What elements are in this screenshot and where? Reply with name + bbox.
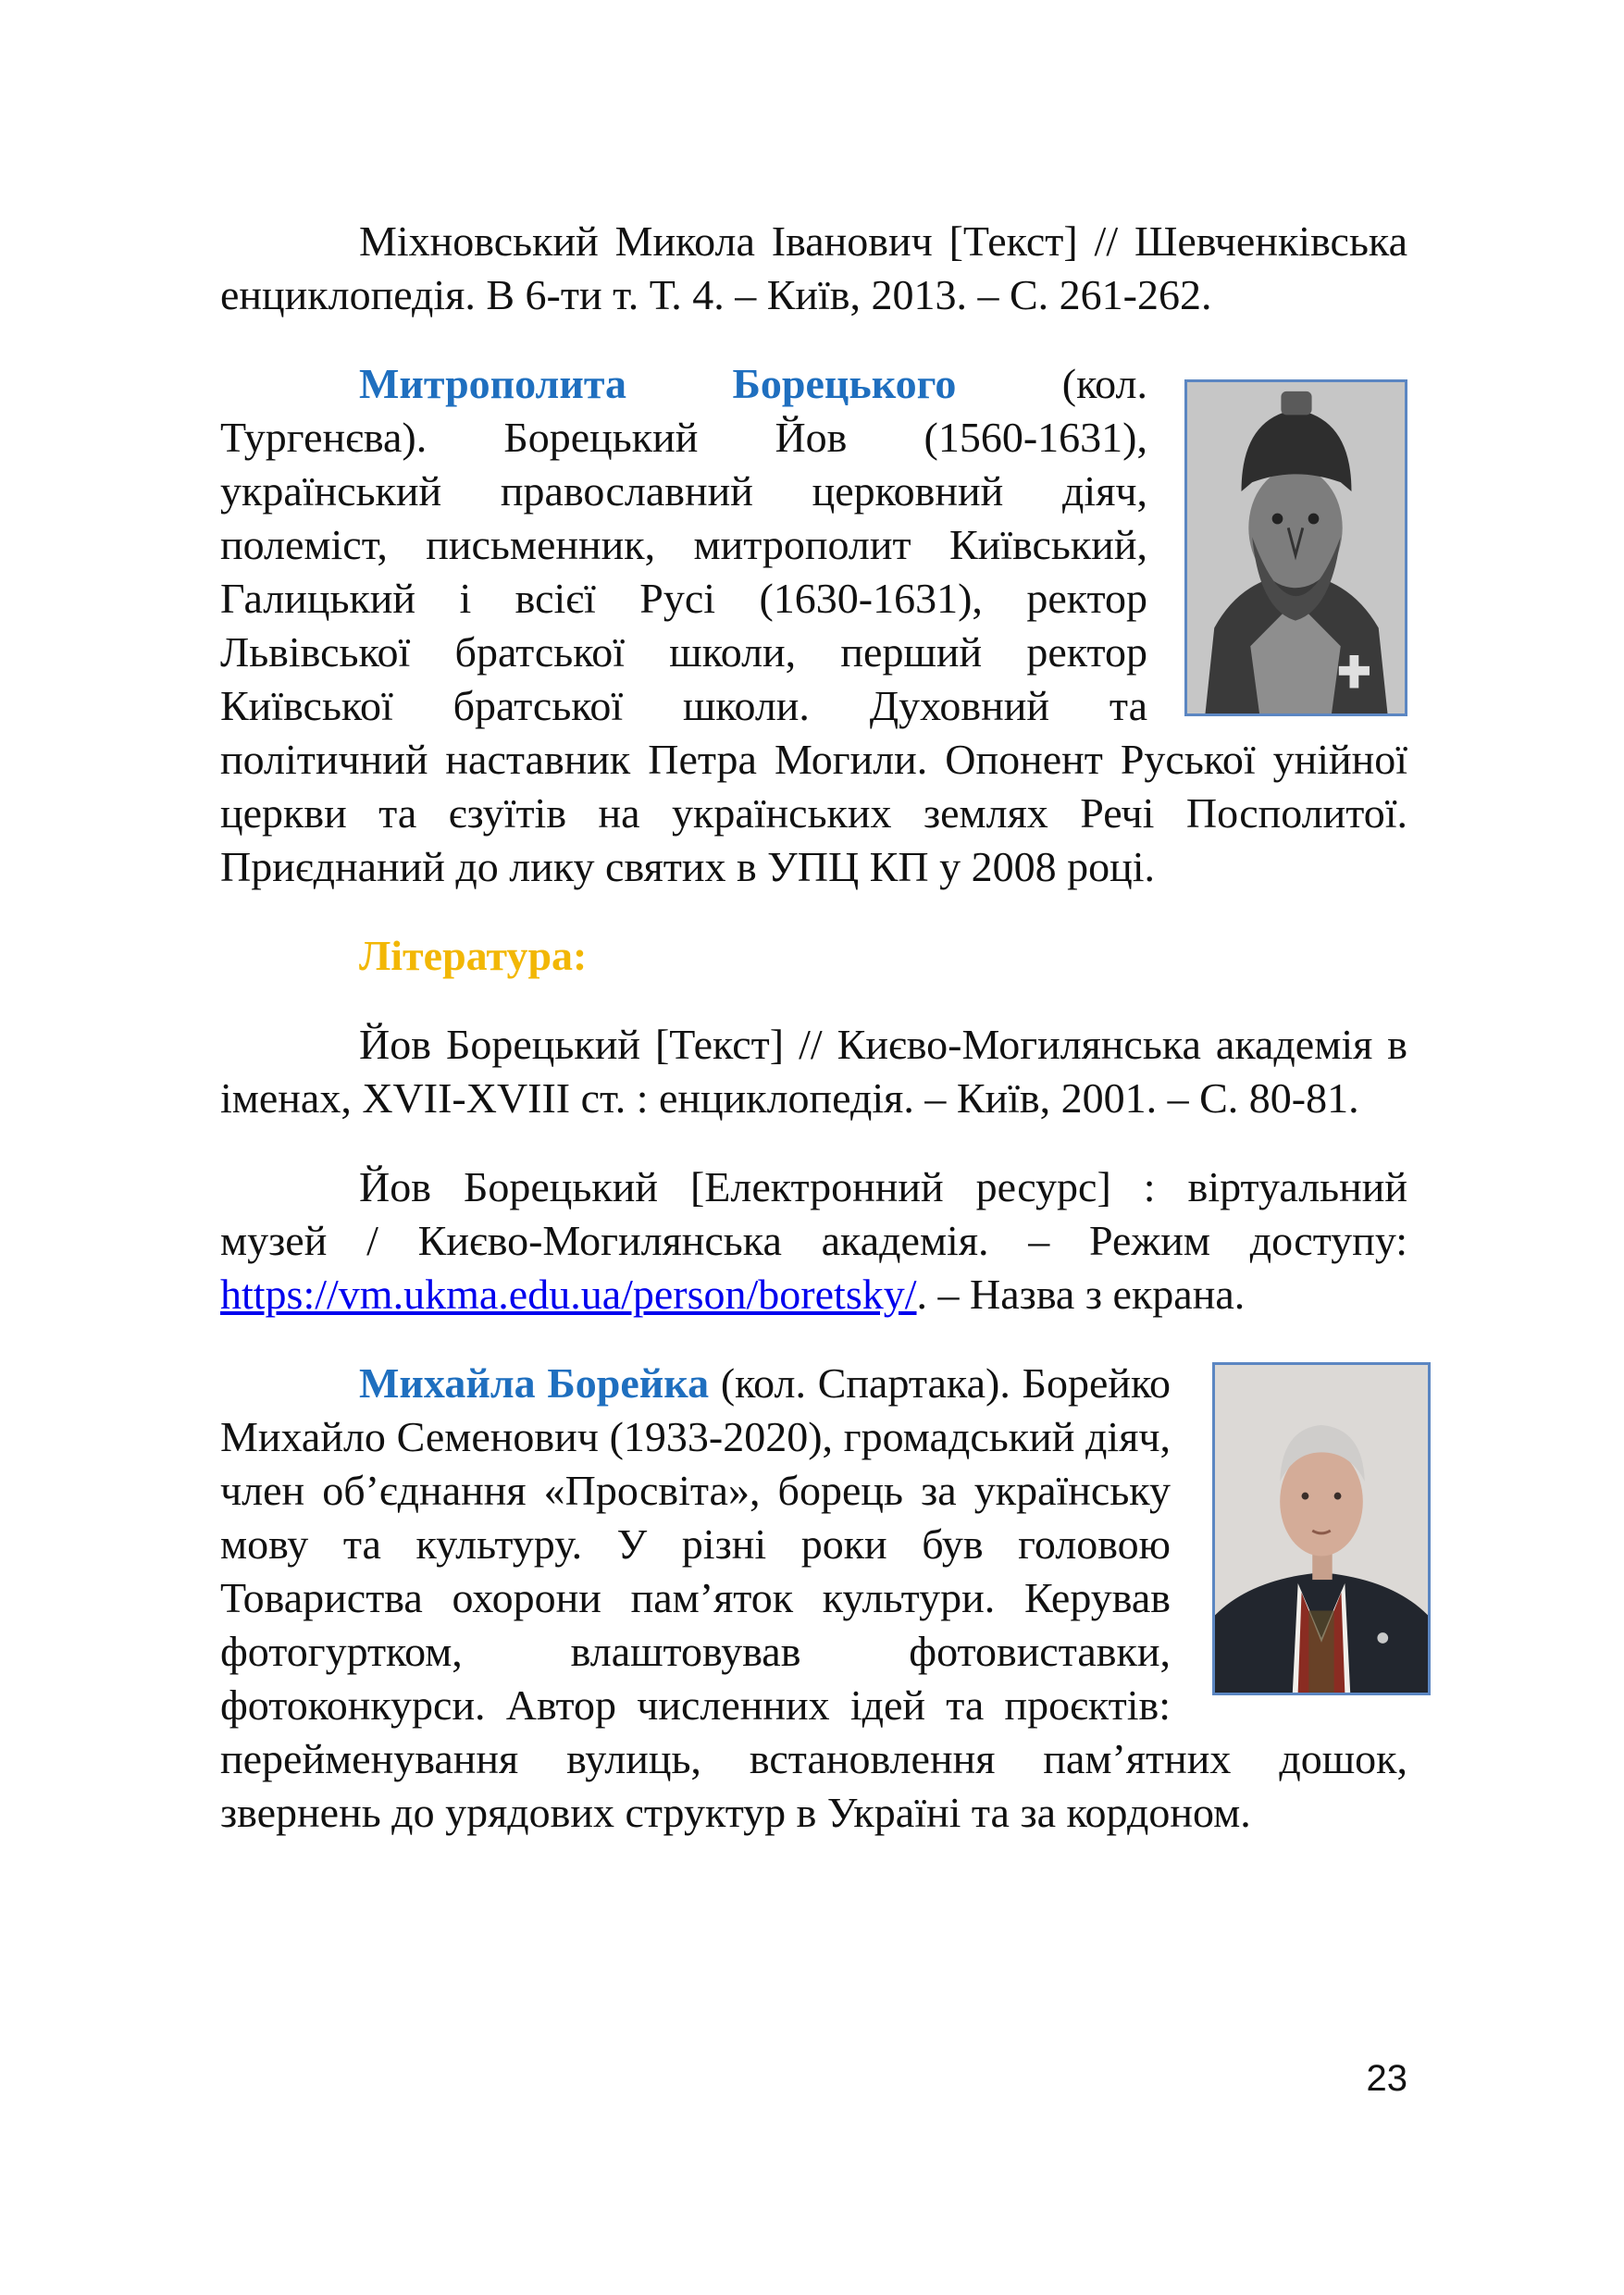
reference-online-text: Йов Борецький [Електронний ресурс] : віртуальний музей / Києво-Могилянська академія. – Режим доступу: — [220, 1163, 1407, 1264]
reference-online-tail: . – Назва з екрана. — [916, 1271, 1246, 1318]
reference-boretsky-print: Йов Борецький [Текст] // Києво-Могилянська академія в іменах, XVII-XVIII ст. : енциклопедія. – Київ, 2001. – С. 80-81. — [220, 1021, 1407, 1122]
portrait-boreyko — [1212, 1362, 1431, 1695]
boretsky-name: Митрополита Борецького — [359, 360, 957, 407]
literature-heading — [220, 929, 1407, 983]
entry-boreyko — [220, 1357, 1407, 1840]
boretsky-description: (кол. Тургенєва). Борецький Йов (1560-1631), український православний церковний діяч, полеміст, письменник, митрополит Київський, Галицький і всієї Русі (1630-1631), ректор Львівської братської школи, перший ректор Київської братської школи. Духовний та політичний наставник Петра Могили. Опонент Руської унійної церкви та єзуїтів на українських землях Речі Посполитої. Приєднаний до лику святих в УПЦ КП у 2008 році. — [220, 360, 1407, 890]
page-number: 23 — [1366, 2058, 1407, 2099]
museum-link[interactable]: https://vm.ukma.edu.ua/person/boretsky/ — [220, 1271, 917, 1318]
portrait-boretsky-drawing — [1187, 382, 1405, 713]
literature-heading-text: Література: — [359, 932, 588, 979]
boreyko-description: (кол. Спартака). Борейко Михайло Семенович (1933-2020), громадський діяч, член об’єднання «Просвіта», борець за українську мову та культуру. У різні роки був головою Товариства охорони пам’яток культури. Керував фотогуртком, влаштовував фотовиставки, фотоконкурси. Автор численних ідей та проєктів: перейменування вулиць, встановлення пам’ятних дошок, звернень до урядових структур в Україні та за кордоном. — [220, 1359, 1407, 1836]
reference-boretsky-online — [220, 1160, 1407, 1321]
portrait-boreyko-drawing — [1215, 1365, 1428, 1693]
portrait-boretsky — [1184, 379, 1407, 716]
text-column — [220, 215, 1407, 1840]
entry-boretsky — [220, 357, 1407, 894]
boreyko-name: Михайла Борейка — [359, 1359, 710, 1407]
reference-mikhnovsky: Міхновський Микола Іванович [Текст] // Шевченківська енциклопедія. В 6-ти т. Т. 4. – Київ, 2013. – С. 261-262. — [220, 217, 1407, 318]
